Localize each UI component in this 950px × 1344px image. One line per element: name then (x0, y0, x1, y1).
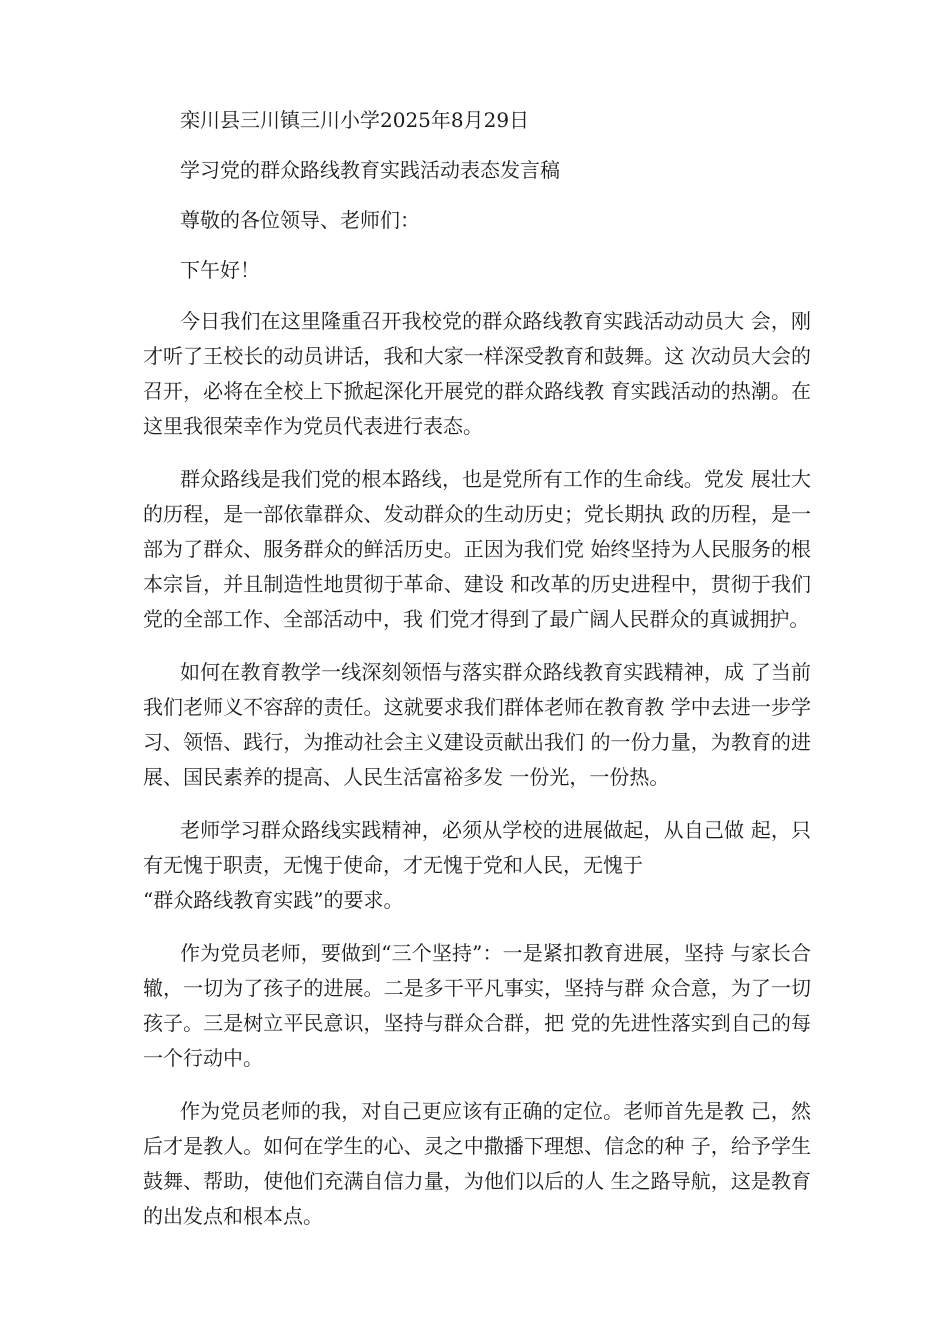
paragraph-4-continued: “群众路线教育实践”的要求。 (143, 888, 404, 912)
paragraph-4: 老师学习群众路线实践精神，必须从学校的进展做起，从自己做 起，只有无愧于职责，无愧于使命，才无愧于党和人民，无愧于 (143, 818, 811, 877)
paragraph-3: 如何在教育教学一线深刻领悟与落实群众路线教育实践精神，成 了当前我们老师义不容辞的责任。这就要求我们群体老师在教育教 学中去进一步学习、领悟、践行，为推动社会主义建设贡献出我们 的一份力量，为教育的进展、国民素养的提高、人民生活富裕多发 一份光，一份热。 (143, 660, 811, 789)
document-title: 学习党的群众路线教育实践活动表态发言稿 (180, 158, 560, 182)
paragraph-6: 作为党员老师的我，对自己更应该有正确的定位。老师首先是教 己，然后才是教人。如何在学生的心、灵之中撒播下理想、信念的种 子，给予学生鼓舞、帮助，使他们充满自信力量，为他们以后的人 生之路导航，这是教育的出发点和根本点。 (143, 1099, 811, 1228)
paragraph-5: 作为党员老师，要做到“三个坚持”：一是紧扣教育进展，坚持 与家长合辙，一切为了孩子的进展。二是多干平凡事实，坚持与群 众合意，为了一切孩子。三是树立平民意识，坚持与群众合群，把 党的先进性落实到自己的每一个行动中。 (143, 941, 811, 1070)
salutation: 尊敬的各位领导、老师们： (180, 208, 420, 232)
header-line: 栾川县三川镇三川小学2025年8月29日 (180, 108, 530, 132)
paragraph-2: 群众路线是我们党的根本路线，也是党所有工作的生命线。党发 展壮大的历程，是一部依靠群众、发动群众的生动历史；党长期执 政的历程，是一部为了群众、服务群众的鲜活历史。正因为我们党 始终坚持为人民服务的根本宗旨，并且制造性地贯彻于革命、建设 和改革的历史进程中，贯彻于我们党的全部工作、全部活动中，我 们党才得到了最广阔人民群众的真诚拥护。 (143, 467, 811, 631)
document-body (143, 104, 811, 1252)
greeting: 下午好！ (180, 258, 260, 282)
paragraph-1: 今日我们在这里隆重召开我校党的群众路线教育实践活动动员大 会，刚才听了王校长的动员讲话，我和大家一样深受教育和鼓舞。这 次动员大会的召开，必将在全校上下掀起深化开展党的群众路线教 育实践活动的热潮。在这里我很荣幸作为党员代表进行表态。 (143, 309, 811, 438)
